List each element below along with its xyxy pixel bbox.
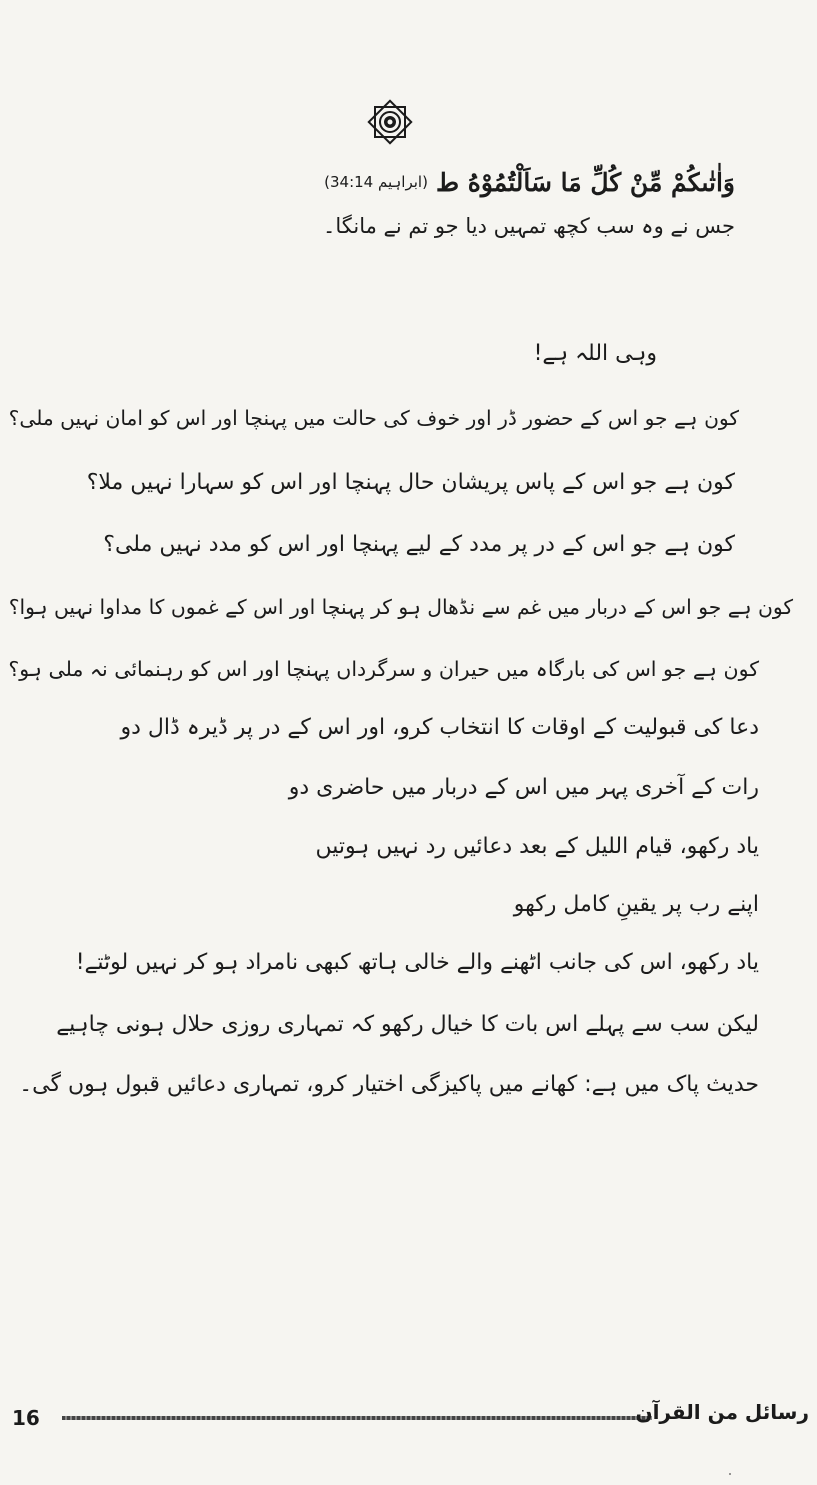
print-speck <box>729 1473 731 1475</box>
text-line: وہی اللہ ہے! <box>533 341 657 366</box>
text-line: یاد رکھو، اس کی جانب اٹھنے والے خالی ہاتھ کبھی نامراد ہو کر نہیں لوٹتے! <box>75 950 759 975</box>
text-line: دعا کی قبولیت کے اوقات کا انتخاب کرو، اور اس کے در پر ڈیرہ ڈال دو <box>120 715 759 740</box>
page-footer <box>0 1398 817 1438</box>
page-number: 16 <box>12 1406 40 1430</box>
text-line: رات کے آخری پہر میں اس کے دربار میں حاضری دو <box>288 775 759 800</box>
book-title: رسائل من القرآن <box>635 1400 809 1424</box>
footer-divider <box>62 1416 652 1420</box>
verse-translation: جس نے وہ سب کچھ تمہیں دیا جو تم نے مانگا۔ <box>323 214 735 238</box>
text-line: یاد رکھو، قیام اللیل کے بعد دعائیں رد نہیں ہوتیں <box>315 834 759 859</box>
text-line: کون ہے جو اس کے دربار میں غم سے نڈھال ہو کر پہنچا اور اس کے غموں کا مداوا نہیں ہوا؟ <box>8 595 793 619</box>
text-line: کون ہے جو اس کے حضور ڈر اور خوف کی حالت میں پہنچا اور اس کو امان نہیں ملی؟ <box>8 406 739 430</box>
text-line: کون ہے جو اس کی بارگاہ میں حیران و سرگرداں پہنچا اور اس کو رہنمائی نہ ملی ہو؟ <box>8 657 759 681</box>
text-line: کون ہے جو اس کے پاس پریشان حال پہنچا اور اس کو سہارا نہیں ملا؟ <box>86 470 735 495</box>
text-line: کون ہے جو اس کے در پر مدد کے لیے پہنچا اور اس کو مدد نہیں ملی؟ <box>103 532 735 557</box>
text-line: لیکن سب سے پہلے اس بات کا خیال رکھو کہ تمہاری روزی حلال ہونی چاہیے <box>56 1012 759 1037</box>
text-line: حدیث پاک میں ہے: کھانے میں پاکیزگی اختیار کرو، تمہاری دعائیں قبول ہوں گی۔ <box>19 1072 759 1097</box>
text-line: اپنے رب پر یقینِ کامل رکھو <box>513 892 759 917</box>
verse-arabic-text: وَاٰتٰىكُمْ مِّنْ كُلِّ مَا سَاَلْتُمُوْهُ ط <box>435 167 735 197</box>
verse-reference: (ابراہیم 34:14) <box>324 173 428 191</box>
